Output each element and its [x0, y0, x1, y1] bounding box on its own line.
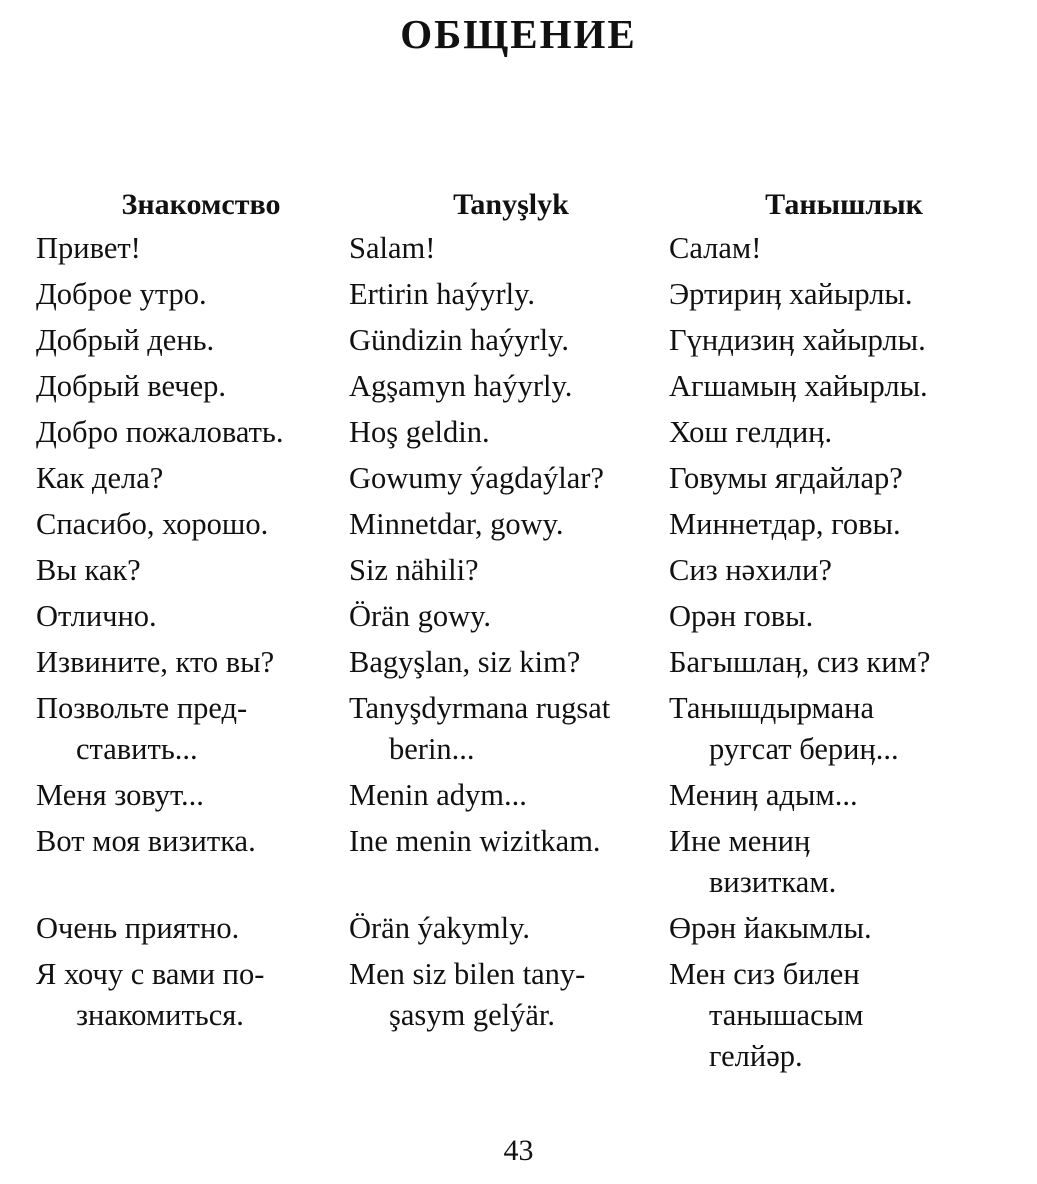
phrase-text-continuation: знакомиться. — [76, 998, 244, 1032]
phrase-text: Siz nähili? — [349, 553, 479, 587]
phrase-text: Привет! — [36, 231, 141, 265]
phrase-text: Tanyşdyrmana rugsat — [349, 691, 611, 725]
phrase-text: Танышдырмана — [669, 691, 874, 725]
phrase-text: Өрән йакымлы. — [669, 911, 872, 945]
phrase-row — [349, 412, 667, 458]
phrase-row — [349, 821, 667, 908]
phrase-text: Menin adym... — [349, 778, 527, 812]
phrase-text-continuation: визиткам. — [709, 865, 837, 899]
phrase-text: Гүндизиӊ хайырлы. — [669, 323, 926, 357]
phrase-row — [349, 320, 667, 366]
phrase-row — [669, 596, 1019, 642]
phrase-text: Говумы ягдайлар? — [669, 461, 903, 495]
phrase-text: Добрый вечер. — [36, 369, 227, 403]
phrase-text: Gowumy ýagdaýlar? — [349, 461, 604, 495]
phrase-text: Доброе утро. — [36, 277, 207, 311]
phrase-text: Minnetdar, gowy. — [349, 507, 564, 541]
phrase-row — [36, 412, 342, 458]
column-russian — [36, 182, 342, 1082]
phrase-text: Men siz bilen tany- — [349, 957, 586, 991]
phrase-text: Salam! — [349, 231, 436, 265]
phrase-text: Меня зовут... — [36, 778, 204, 812]
phrase-row — [36, 366, 342, 412]
phrase-text: Добро пожаловать. — [36, 415, 284, 449]
phrase-text: Ine menin wizitkam. — [349, 824, 601, 858]
phrase-text-continuation: ругсат бериӊ... — [709, 732, 899, 766]
phrase-row — [36, 775, 342, 821]
phrase-row — [349, 596, 667, 642]
phrase-row — [36, 642, 342, 688]
phrase-row — [36, 228, 342, 274]
phrase-row — [349, 775, 667, 821]
phrase-row — [349, 274, 667, 320]
phrase-row — [669, 504, 1019, 550]
phrase-text: Извините, кто вы? — [36, 645, 275, 679]
phrase-row — [669, 908, 1019, 954]
phrase-text: Орән говы. — [669, 599, 814, 633]
phrase-text: Багышлаӊ, сиз ким? — [669, 645, 931, 679]
phrase-text: Ине мениӊ — [669, 824, 811, 858]
phrase-text: Вот моя визитка. — [36, 824, 256, 858]
phrase-row — [669, 642, 1019, 688]
phrase-text-continuation: ставить... — [76, 732, 198, 766]
phrase-row — [36, 908, 342, 954]
phrase-text: Agşamyn haýyrly. — [349, 369, 573, 403]
phrase-row — [349, 908, 667, 954]
phrase-text: Я хочу с вами по- — [36, 957, 265, 991]
phrase-row — [349, 458, 667, 504]
column-header-turkmen-cyrillic: Танышлык — [765, 188, 923, 221]
phrase-row — [36, 550, 342, 596]
phrase-text: Эртириӊ хайырлы. — [669, 277, 913, 311]
phrase-text: Ertirin haýyrly. — [349, 277, 536, 311]
column-turkmen-latin — [349, 182, 667, 1082]
phrase-text-continuation: berin... — [389, 732, 475, 766]
phrase-row — [669, 775, 1019, 821]
phrase-row — [669, 274, 1019, 320]
column-turkmen-cyrillic — [669, 182, 1019, 1082]
page-number: 43 — [503, 1134, 534, 1167]
phrase-text: Отлично. — [36, 599, 157, 633]
phrase-text: Bagyşlan, siz kim? — [349, 645, 581, 679]
phrase-row — [349, 504, 667, 550]
phrase-text: Örän ýakymly. — [349, 911, 530, 945]
phrase-text: Салам! — [669, 231, 762, 265]
phrase-text: Gündizin haýyrly. — [349, 323, 569, 357]
phrase-row — [669, 688, 1019, 775]
phrase-row — [669, 320, 1019, 366]
phrase-row — [349, 228, 667, 274]
page-title: ОБЩЕНИЕ — [400, 11, 637, 57]
phrase-row — [36, 596, 342, 642]
phrase-row — [36, 504, 342, 550]
phrase-row — [669, 228, 1019, 274]
phrase-text: Очень приятно. — [36, 911, 240, 945]
phrase-row — [669, 412, 1019, 458]
phrase-text-continuation: şasym gelýär. — [389, 998, 556, 1032]
phrase-row — [36, 821, 342, 908]
phrase-row — [36, 320, 342, 366]
phrase-text: Örän gowy. — [349, 599, 492, 633]
phrase-row — [349, 550, 667, 596]
phrase-row — [669, 550, 1019, 596]
phrase-text: Спасибо, хорошо. — [36, 507, 269, 541]
column-header-turkmen-latin: Tanyşlyk — [453, 188, 569, 221]
phrase-text: Хош гелдиӊ. — [669, 415, 833, 449]
phrase-row — [36, 954, 342, 1082]
phrase-row — [669, 954, 1019, 1082]
phrase-row — [349, 642, 667, 688]
phrase-row — [36, 458, 342, 504]
phrase-row — [36, 274, 342, 320]
phrase-text: Агшамыӊ хайырлы. — [669, 369, 928, 403]
phrase-text-continuation: танышасым — [709, 998, 864, 1032]
phrase-row — [349, 688, 667, 775]
phrase-text: Мен сиз билен — [669, 957, 860, 991]
phrase-row — [669, 821, 1019, 908]
phrase-row — [36, 688, 342, 775]
phrase-text: Мениӊ адым... — [669, 778, 858, 812]
phrase-text-continuation: гелйәр. — [709, 1039, 803, 1073]
phrase-text: Вы как? — [36, 553, 141, 587]
phrase-text: Hoş geldin. — [349, 415, 490, 449]
phrase-row — [669, 366, 1019, 412]
phrase-row — [349, 366, 667, 412]
phrase-row — [669, 458, 1019, 504]
phrase-text: Позвольте пред- — [36, 691, 248, 725]
column-header-russian: Знакомство — [121, 188, 281, 221]
phrase-text: Миннетдар, говы. — [669, 507, 901, 541]
phrase-text: Добрый день. — [36, 323, 215, 357]
phrase-text: Как дела? — [36, 461, 164, 495]
phrase-row — [349, 954, 667, 1082]
phrase-text: Сиз нәхили? — [669, 553, 832, 587]
